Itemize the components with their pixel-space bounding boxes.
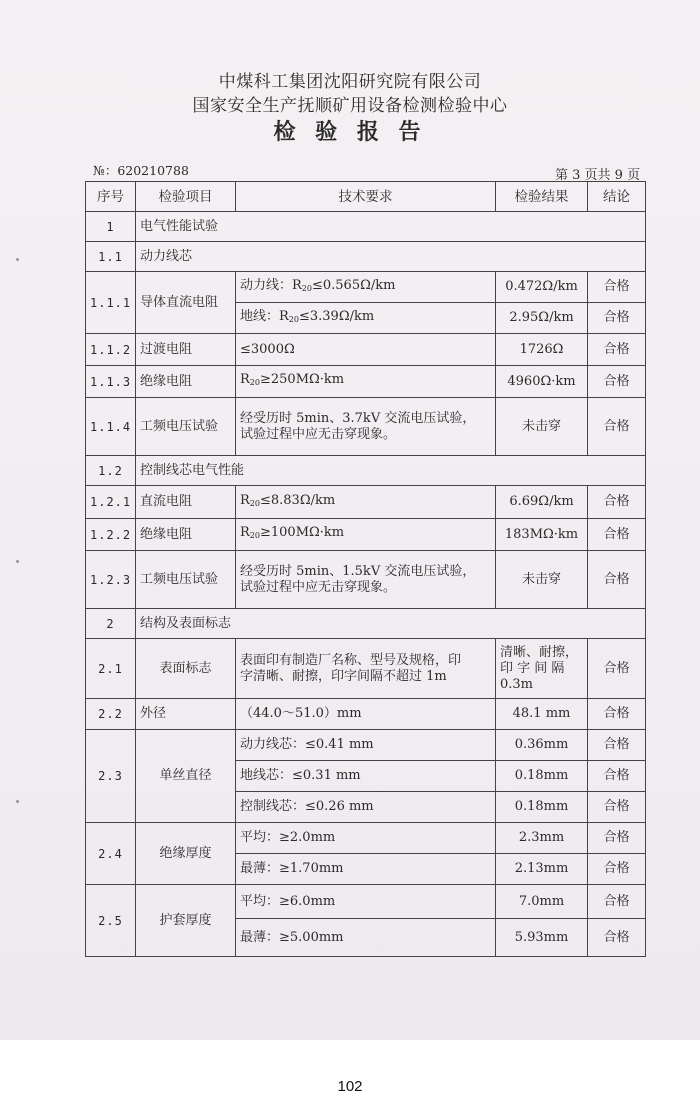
row-number: 1.2 (86, 456, 136, 486)
item-name: 工频电压试验 (136, 398, 236, 456)
table-row (86, 823, 646, 854)
conclusion: 合格 (588, 730, 646, 761)
requirement: 经受历时 5min、3.7kV 交流电压试验， 试验过程中应无击穿现象。 (236, 398, 496, 456)
requirement: 地线：$R_{20}\le 3.39\Omega/km$ (236, 303, 496, 334)
requirement: $R_{20}\le 8.83\Omega/km$ (236, 486, 496, 519)
item-name: 外径 (136, 699, 236, 730)
conclusion: 合格 (588, 398, 646, 456)
requirement: 经受历时 5min、1.5kV 交流电压试验， 试验过程中应无击穿现象。 (236, 551, 496, 609)
section-title: 电气性能试验 (136, 212, 646, 242)
requirement: 动力线：$R_{20}\le 0.565\Omega/km$ (236, 272, 496, 303)
section-row (86, 456, 646, 486)
row-number: 1.2.3 (86, 551, 136, 609)
item-name: 表面标志 (136, 639, 236, 699)
conclusion: 合格 (588, 885, 646, 919)
row-number: 1 (86, 212, 136, 242)
row-number: 2.3 (86, 730, 136, 823)
binding-hole-mark (16, 800, 19, 803)
conclusion: 合格 (588, 823, 646, 854)
result: 2.3mm (496, 823, 588, 854)
result: 0.18mm (496, 792, 588, 823)
result: 48.1 mm (496, 699, 588, 730)
item-name: 绝缘电阻 (136, 366, 236, 398)
table-row (86, 639, 646, 699)
table-row (86, 551, 646, 609)
item-name: 单丝直径 (136, 730, 236, 823)
conclusion: 合格 (588, 334, 646, 366)
section-title: 控制线芯电气性能 (136, 456, 646, 486)
requirement: （44.0～51.0）mm (236, 699, 496, 730)
section-row (86, 242, 646, 272)
item-name: 过渡电阻 (136, 334, 236, 366)
table-row (86, 730, 646, 761)
row-number: 1.1 (86, 242, 136, 272)
item-name: 护套厚度 (136, 885, 236, 957)
result: 1726Ω (496, 334, 588, 366)
row-number: 2.2 (86, 699, 136, 730)
conclusion: 合格 (588, 919, 646, 957)
requirement: 表面印有制造厂名称、型号及规格，印 字清晰、耐擦，印字间隔不超过 1m (236, 639, 496, 699)
header-item: 检验项目 (136, 182, 236, 212)
requirement: 控制线芯：≤0.26 mm (236, 792, 496, 823)
section-title: 结构及表面标志 (136, 609, 646, 639)
item-name: 绝缘电阻 (136, 519, 236, 551)
inspection-table (85, 181, 646, 957)
report-title: 检 验 报 告 (273, 119, 427, 145)
requirement: 平均：≥6.0mm (236, 885, 496, 919)
row-number: 2.5 (86, 885, 136, 957)
item-name: 导体直流电阻 (136, 272, 236, 334)
result: 0.472Ω/km (496, 272, 588, 303)
requirement: 最薄：≥1.70mm (236, 854, 496, 885)
row-number: 2.4 (86, 823, 136, 885)
row-number: 1.1.2 (86, 334, 136, 366)
requirement: 动力线芯：≤0.41 mm (236, 730, 496, 761)
table-row (86, 398, 646, 456)
row-number: 1.2.2 (86, 519, 136, 551)
result: 0.18mm (496, 761, 588, 792)
row-number: 1.1.1 (86, 272, 136, 334)
result: 5.93mm (496, 919, 588, 957)
result: 6.69Ω/km (496, 486, 588, 519)
row-number: 1.1.3 (86, 366, 136, 398)
requirement: ≤3000Ω (236, 334, 496, 366)
conclusion: 合格 (588, 639, 646, 699)
testing-center-name: 国家安全生产抚顺矿用设备检测检验中心 (192, 96, 508, 116)
result: 0.36mm (496, 730, 588, 761)
table-row (86, 519, 646, 551)
table-row (86, 272, 646, 303)
result: 清晰、耐擦， 印 字 间 隔 0.3m (496, 639, 588, 699)
result: 2.13mm (496, 854, 588, 885)
conclusion: 合格 (588, 303, 646, 334)
conclusion: 合格 (588, 519, 646, 551)
result: 未击穿 (496, 551, 588, 609)
conclusion: 合格 (588, 486, 646, 519)
table-header-row (86, 182, 646, 212)
page-number: 102 (337, 1078, 363, 1095)
table-row (86, 334, 646, 366)
page-info: 第 3 页共 9 页 (555, 168, 641, 183)
conclusion: 合格 (588, 699, 646, 730)
result: 7.0mm (496, 885, 588, 919)
table-row (86, 366, 646, 398)
section-title: 动力线芯 (136, 242, 646, 272)
table-row (86, 699, 646, 730)
section-row (86, 212, 646, 242)
conclusion: 合格 (588, 272, 646, 303)
row-number: 2.1 (86, 639, 136, 699)
header-result: 检验结果 (496, 182, 588, 212)
item-name: 直流电阻 (136, 486, 236, 519)
header-requirement: 技术要求 (236, 182, 496, 212)
section-row (86, 609, 646, 639)
conclusion: 合格 (588, 792, 646, 823)
conclusion: 合格 (588, 366, 646, 398)
result: 2.95Ω/km (496, 303, 588, 334)
requirement: 平均：≥2.0mm (236, 823, 496, 854)
conclusion: 合格 (588, 551, 646, 609)
binding-hole-mark (16, 258, 19, 261)
item-name: 绝缘厚度 (136, 823, 236, 885)
table-row (86, 486, 646, 519)
header-conclusion: 结论 (588, 182, 646, 212)
binding-hole-mark (16, 560, 19, 563)
result: 183MΩ·km (496, 519, 588, 551)
report-number: №：620210788 (93, 163, 189, 178)
conclusion: 合格 (588, 854, 646, 885)
requirement: $R_{20}\ge 250M\Omega\cdot km$ (236, 366, 496, 398)
requirement: 地线芯：≤0.31 mm (236, 761, 496, 792)
row-number: 2 (86, 609, 136, 639)
result: 4960Ω·km (496, 366, 588, 398)
requirement: 最薄：≥5.00mm (236, 919, 496, 957)
row-number: 1.2.1 (86, 486, 136, 519)
result: 未击穿 (496, 398, 588, 456)
organization-name: 中煤科工集团沈阳研究院有限公司 (218, 72, 482, 92)
table-row (86, 885, 646, 919)
requirement: $R_{20}\ge 100M\Omega\cdot km$ (236, 519, 496, 551)
item-name: 工频电压试验 (136, 551, 236, 609)
header-no: 序号 (86, 182, 136, 212)
conclusion: 合格 (588, 761, 646, 792)
row-number: 1.1.4 (86, 398, 136, 456)
